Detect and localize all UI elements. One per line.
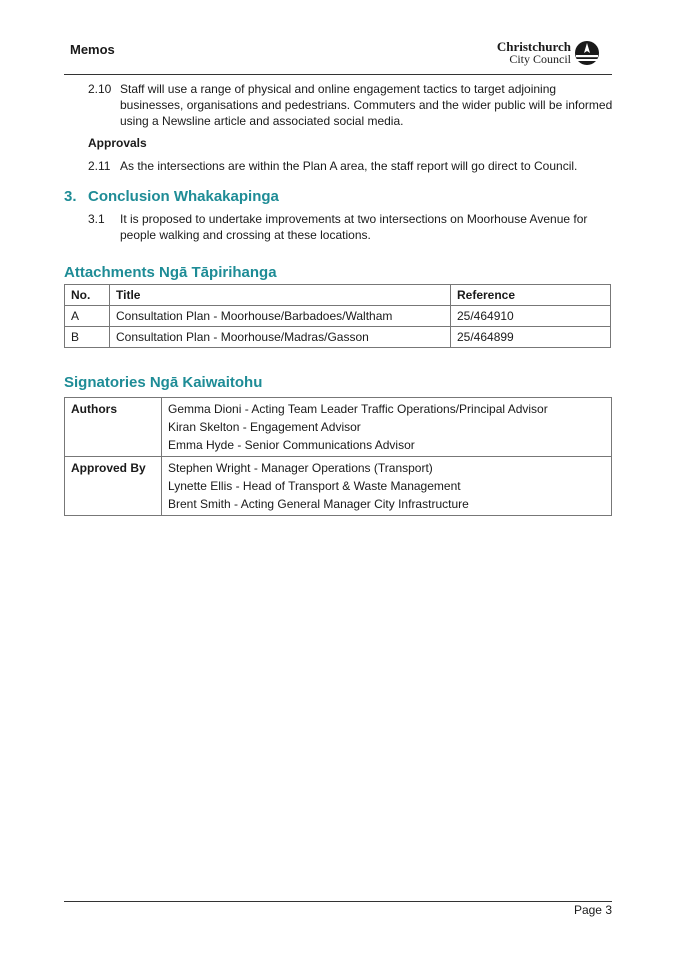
paragraph-3-1: [88, 211, 618, 243]
paragraph-number: 2.11: [88, 159, 111, 173]
paragraph-text: As the intersections are within the Plan A area, the staff report will go direct to Council.: [120, 159, 578, 173]
signatory-name: Stephen Wright - Manager Operations (Transport): [168, 461, 433, 475]
attachments-heading: Attachments Ngā Tāpirihanga: [64, 264, 277, 281]
signatory-name: Brent Smith - Acting General Manager City Infrastructure: [168, 497, 469, 511]
table-cell: 25/464910: [451, 306, 611, 327]
table-row: [65, 398, 612, 457]
table-header-row: [65, 285, 611, 306]
paragraph-2-10: [88, 81, 618, 129]
paragraph-number: 3.1: [88, 212, 105, 226]
table-row: [65, 457, 612, 516]
table-cell: B: [65, 327, 110, 348]
section-3-heading: [64, 188, 279, 205]
cathedral-logo-icon: [574, 40, 600, 66]
attachments-table: [64, 284, 611, 348]
table-cell: A: [65, 306, 110, 327]
page-header: [64, 40, 612, 75]
page-footer: [64, 901, 612, 917]
table-row: [65, 327, 611, 348]
signatories-heading: Signatories Ngā Kaiwaitohu: [64, 374, 263, 391]
signatory-label: Approved By: [65, 457, 162, 516]
section-number: 3.: [64, 188, 77, 205]
signatory-name: Gemma Dioni - Acting Team Leader Traffic Operations/Principal Advisor: [168, 402, 548, 416]
section-title: Conclusion Whakakapinga: [88, 188, 279, 205]
approvals-heading: Approvals: [88, 136, 147, 150]
paragraph-number: 2.10: [88, 82, 112, 96]
signatories-table: [64, 397, 612, 516]
logo-line2: City Council: [509, 52, 571, 66]
council-logo: [497, 40, 600, 66]
logo-line1: Christchurch: [496, 39, 571, 54]
paragraph-text: Staff will use a range of physical and online engagement tactics to target adjoining businesses, organisations and pedestrians. Commuters and the wider public will be informed using a Newsline article and associated social media.: [120, 82, 613, 128]
paragraph-text: It is proposed to undertake improvements at two intersections on Moorhouse Avenue for people walking and crossing at these locations.: [120, 212, 588, 242]
column-header: No.: [65, 285, 110, 306]
signatory-name: Emma Hyde - Senior Communications Advisor: [168, 438, 415, 452]
column-header: Reference: [451, 285, 611, 306]
table-cell: Consultation Plan - Moorhouse/Barbadoes/Waltham: [110, 306, 451, 327]
table-cell: Consultation Plan - Moorhouse/Madras/Gasson: [110, 327, 451, 348]
signatory-name: Lynette Ellis - Head of Transport & Waste Management: [168, 479, 461, 493]
table-cell: 25/464899: [451, 327, 611, 348]
signatory-names: [162, 457, 612, 516]
signatory-label: Authors: [65, 398, 162, 457]
header-title: Memos: [70, 42, 115, 57]
table-row: [65, 306, 611, 327]
signatory-names: [162, 398, 612, 457]
page-number: Page 3: [573, 903, 612, 917]
signatory-name: Kiran Skelton - Engagement Advisor: [168, 420, 361, 434]
paragraph-2-11: [88, 158, 618, 174]
column-header: Title: [110, 285, 451, 306]
